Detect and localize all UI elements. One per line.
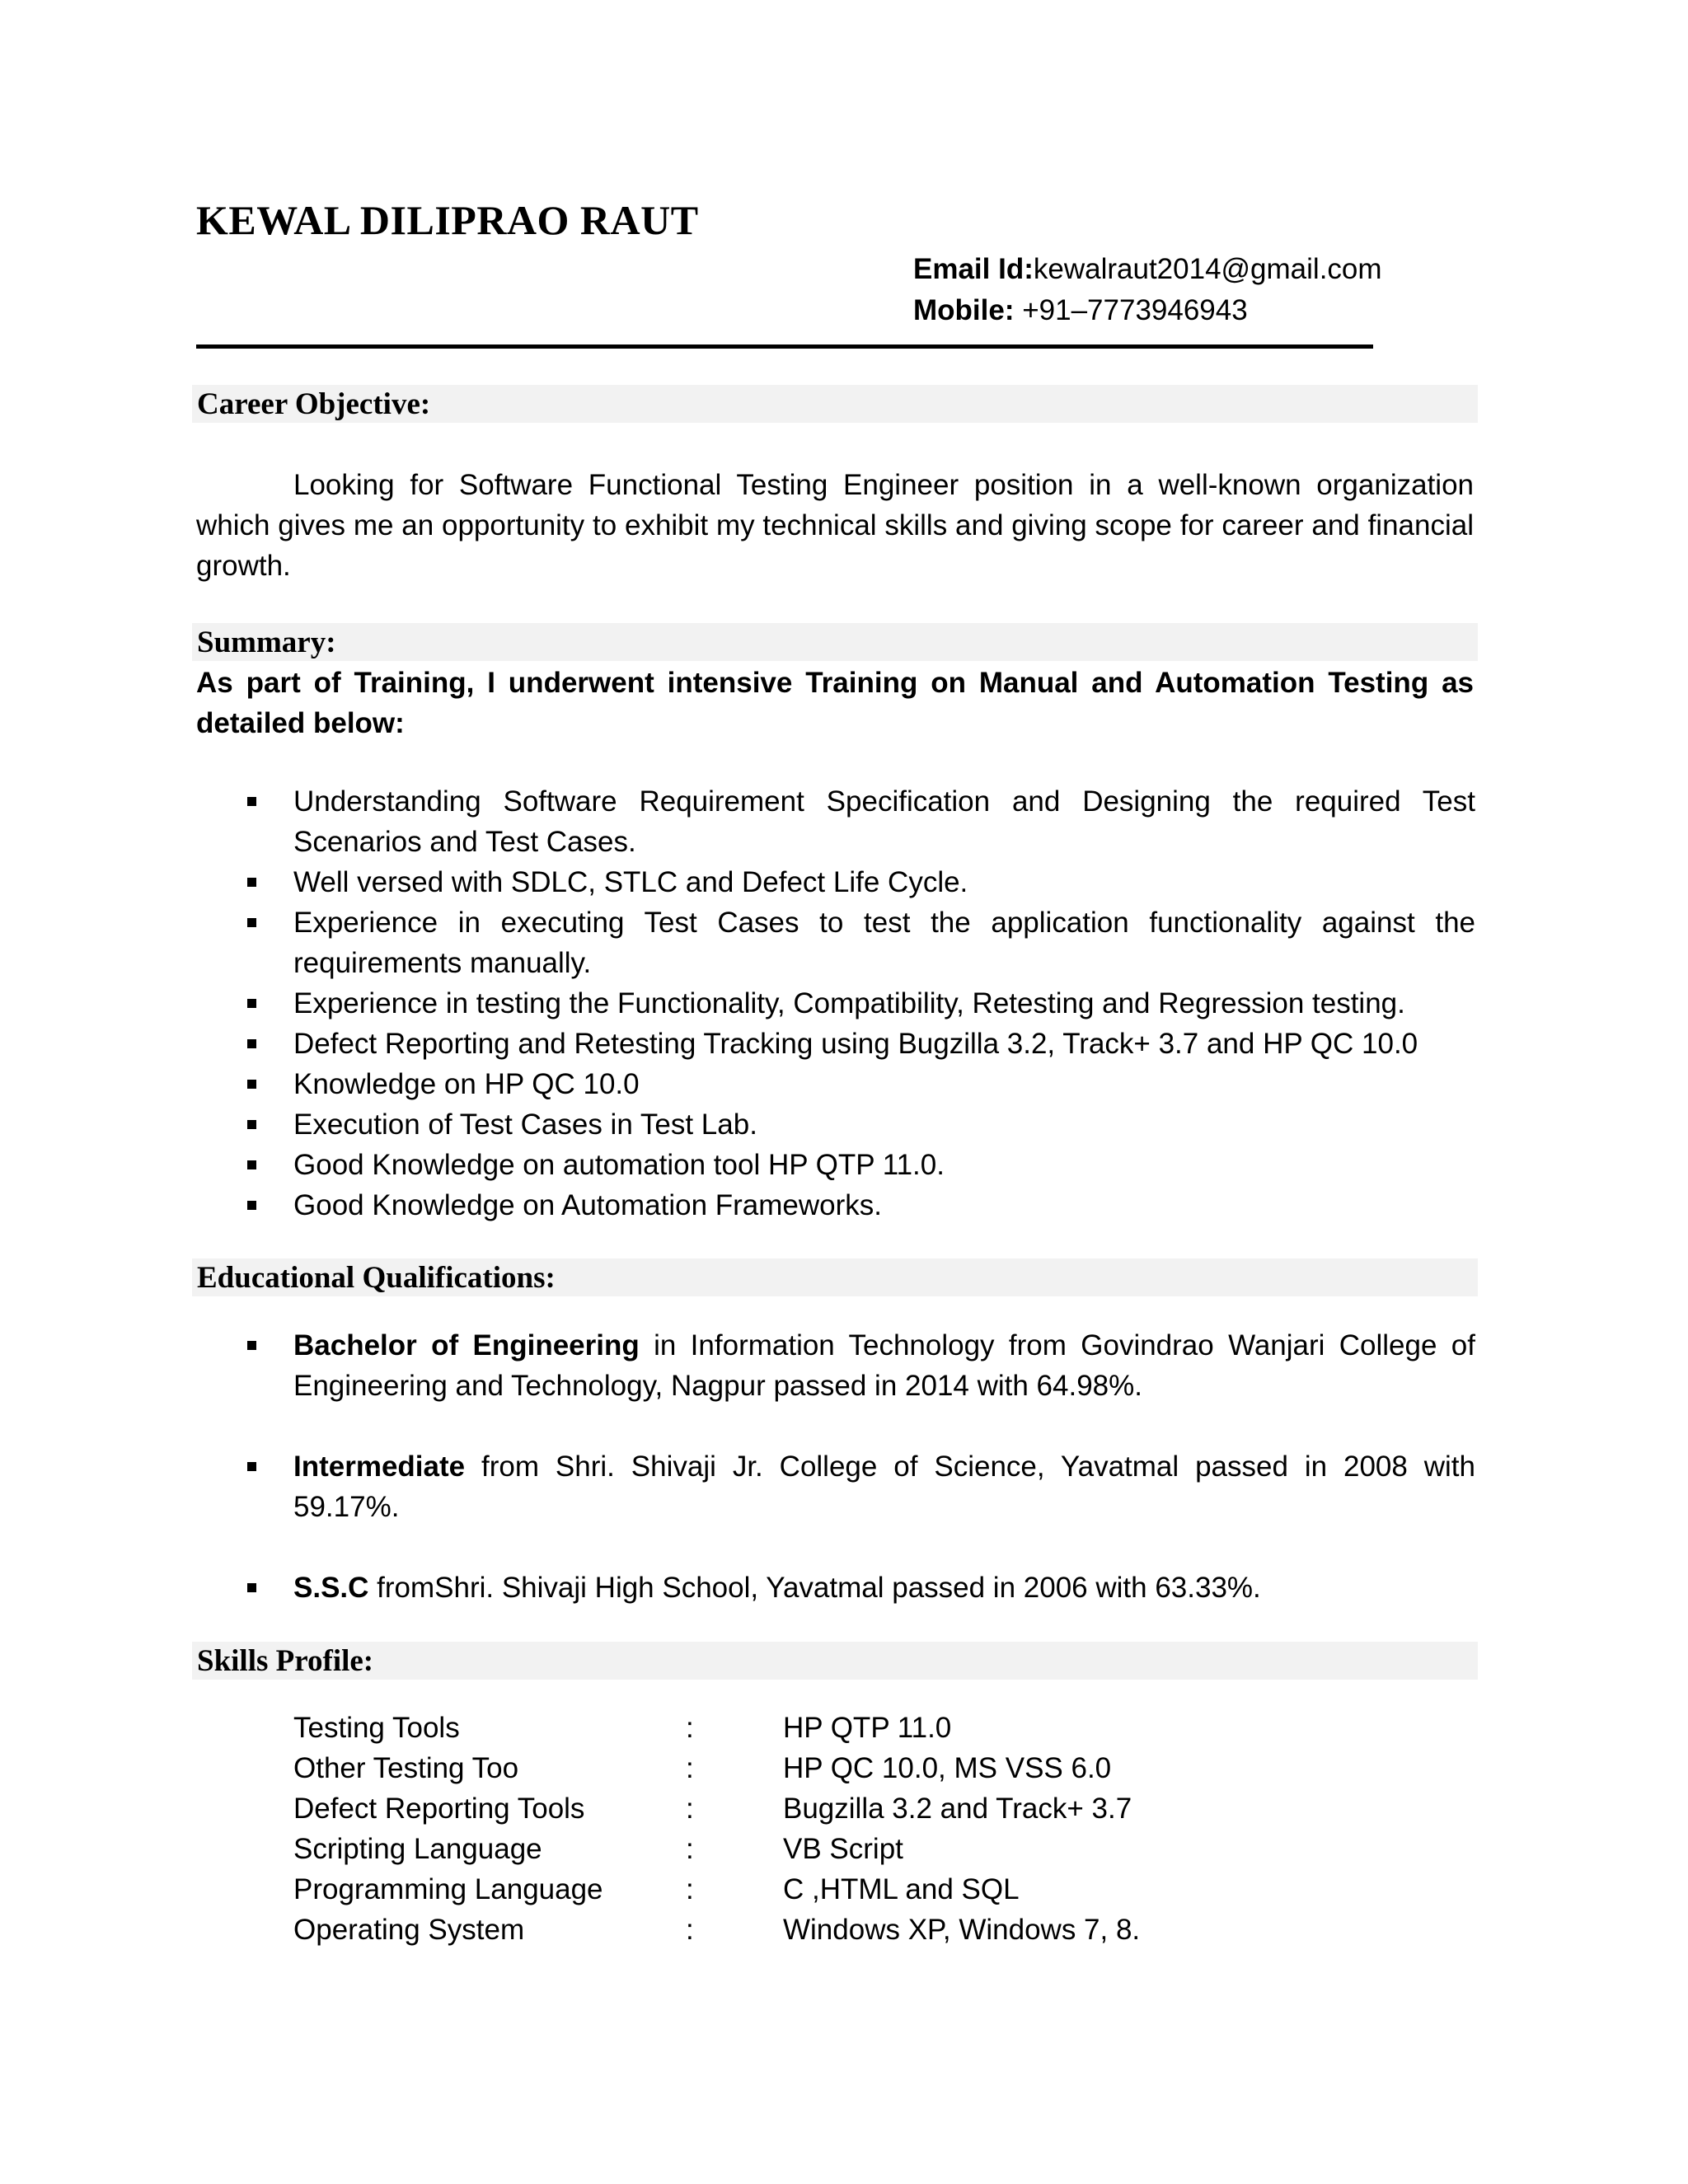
bullet-square-icon — [247, 1341, 256, 1350]
mobile-row — [913, 290, 1382, 331]
skill-label: Operating System — [293, 1914, 525, 1946]
skill-value: Bugzilla 3.2 and Track+ 3.7 — [783, 1793, 1132, 1825]
skill-value: HP QTP 11.0 — [783, 1712, 952, 1744]
skill-separator: : — [686, 1873, 694, 1905]
education-degree: Bachelor of Engineering — [293, 1329, 640, 1361]
list-item — [196, 902, 1475, 983]
education-detail: fromShri. Shivaji High School, Yavatmal passed in 2006 with 63.33%. — [368, 1572, 1261, 1604]
table-row — [293, 1708, 1140, 1748]
education-degree: Intermediate — [293, 1451, 466, 1483]
skill-value: C ,HTML and SQL — [783, 1873, 1020, 1905]
list-item — [196, 1104, 1475, 1145]
skill-separator: : — [686, 1793, 694, 1825]
list-item — [196, 1325, 1475, 1406]
email-row — [913, 249, 1382, 290]
list-item — [196, 1568, 1475, 1608]
skill-label: Other Testing Too — [293, 1752, 519, 1784]
skill-label: Programming Language — [293, 1873, 603, 1905]
summary-item-text: Good Knowledge on Automation Frameworks. — [293, 1189, 882, 1221]
skill-separator: : — [686, 1833, 694, 1865]
table-row — [293, 1910, 1140, 1950]
table-row — [293, 1788, 1140, 1829]
list-item — [196, 862, 1475, 902]
skill-label: Scripting Language — [293, 1833, 542, 1865]
mobile-label: Mobile: — [913, 294, 1015, 326]
list-item — [196, 1185, 1475, 1226]
education-detail: in Information Technology from Govindrao Wanjari College of Engineering and Technology, Nagpur passed in 2014 with 64.98%. — [293, 1329, 1475, 1402]
skill-separator: : — [686, 1914, 694, 1946]
bullet-square-icon — [247, 1583, 256, 1592]
header-divider — [196, 344, 1373, 349]
bullet-square-icon — [247, 1039, 256, 1048]
skill-separator: : — [686, 1752, 694, 1784]
bullet-square-icon — [247, 1120, 256, 1129]
education-degree: S.S.C — [293, 1572, 369, 1604]
summary-item-text: Understanding Software Requirement Specification and Designing the required Test Scenarios and Test Cases. — [293, 785, 1475, 858]
summary-item-text: Well versed with SDLC, STLC and Defect Life Cycle. — [293, 866, 968, 898]
bullet-square-icon — [247, 1080, 256, 1089]
email-value: kewalraut2014@gmail.com — [1033, 253, 1382, 285]
summary-item-text: Execution of Test Cases in Test Lab. — [293, 1108, 757, 1141]
summary-item-text: Experience in executing Test Cases to test the application functionality against the requirements manually. — [293, 907, 1475, 979]
skill-separator: : — [686, 1712, 694, 1744]
list-item — [196, 1145, 1475, 1185]
table-row — [293, 1829, 1140, 1869]
skill-value: VB Script — [783, 1833, 903, 1865]
summary-item-text: Good Knowledge on automation tool HP QTP 11.0. — [293, 1149, 945, 1181]
bullet-square-icon — [247, 797, 256, 806]
mobile-value: +91–7773946943 — [1014, 294, 1248, 326]
email-label: Email Id: — [913, 253, 1034, 285]
summary-item-text: Experience in testing the Functionality, Compatibility, Retesting and Regression testing. — [293, 987, 1405, 1019]
list-item — [196, 1446, 1475, 1527]
summary-intro: As part of Training, I underwent intensive Training on Manual and Automation Testing as detailed below: — [196, 667, 1474, 739]
table-row — [293, 1869, 1140, 1910]
table-row — [293, 1748, 1140, 1788]
candidate-name: KEWAL DILIPRAO RAUT — [196, 197, 699, 243]
list-item — [196, 1024, 1475, 1064]
bullet-square-icon — [247, 1160, 256, 1169]
bullet-square-icon — [247, 999, 256, 1008]
list-item — [196, 1064, 1475, 1104]
skills-heading: Skills Profile: — [192, 1642, 1478, 1680]
summary-item-text: Defect Reporting and Retesting Tracking using Bugzilla 3.2, Track+ 3.7 and HP QC 10.0 — [293, 1028, 1418, 1060]
summary-heading: Summary: — [192, 623, 1478, 661]
skills-table — [293, 1708, 1140, 1950]
contact-block — [913, 249, 1382, 331]
career-objective-heading: Career Objective: — [192, 385, 1478, 423]
education-heading: Educational Qualifications: — [192, 1258, 1478, 1296]
education-list — [196, 1325, 1475, 1608]
skill-value: HP QC 10.0, MS VSS 6.0 — [783, 1752, 1112, 1784]
bullet-square-icon — [247, 1201, 256, 1210]
education-detail: from Shri. Shivaji Jr. College of Science, Yavatmal passed in 2008 with 59.17%. — [293, 1451, 1475, 1523]
summary-item-text: Knowledge on HP QC 10.0 — [293, 1068, 640, 1100]
bullet-square-icon — [247, 878, 256, 887]
list-item — [196, 983, 1475, 1024]
summary-list — [196, 781, 1475, 1226]
bullet-square-icon — [247, 918, 256, 927]
bullet-square-icon — [247, 1462, 256, 1471]
list-item — [196, 781, 1475, 862]
skill-value: Windows XP, Windows 7, 8. — [783, 1914, 1141, 1946]
skill-label: Defect Reporting Tools — [293, 1793, 585, 1825]
career-objective-text: Looking for Software Functional Testing Engineer position in a well-known organization which gives me an opportunity to exhibit my technical skills and giving scope for career and financial growth. — [196, 469, 1474, 582]
skill-label: Testing Tools — [293, 1712, 460, 1744]
